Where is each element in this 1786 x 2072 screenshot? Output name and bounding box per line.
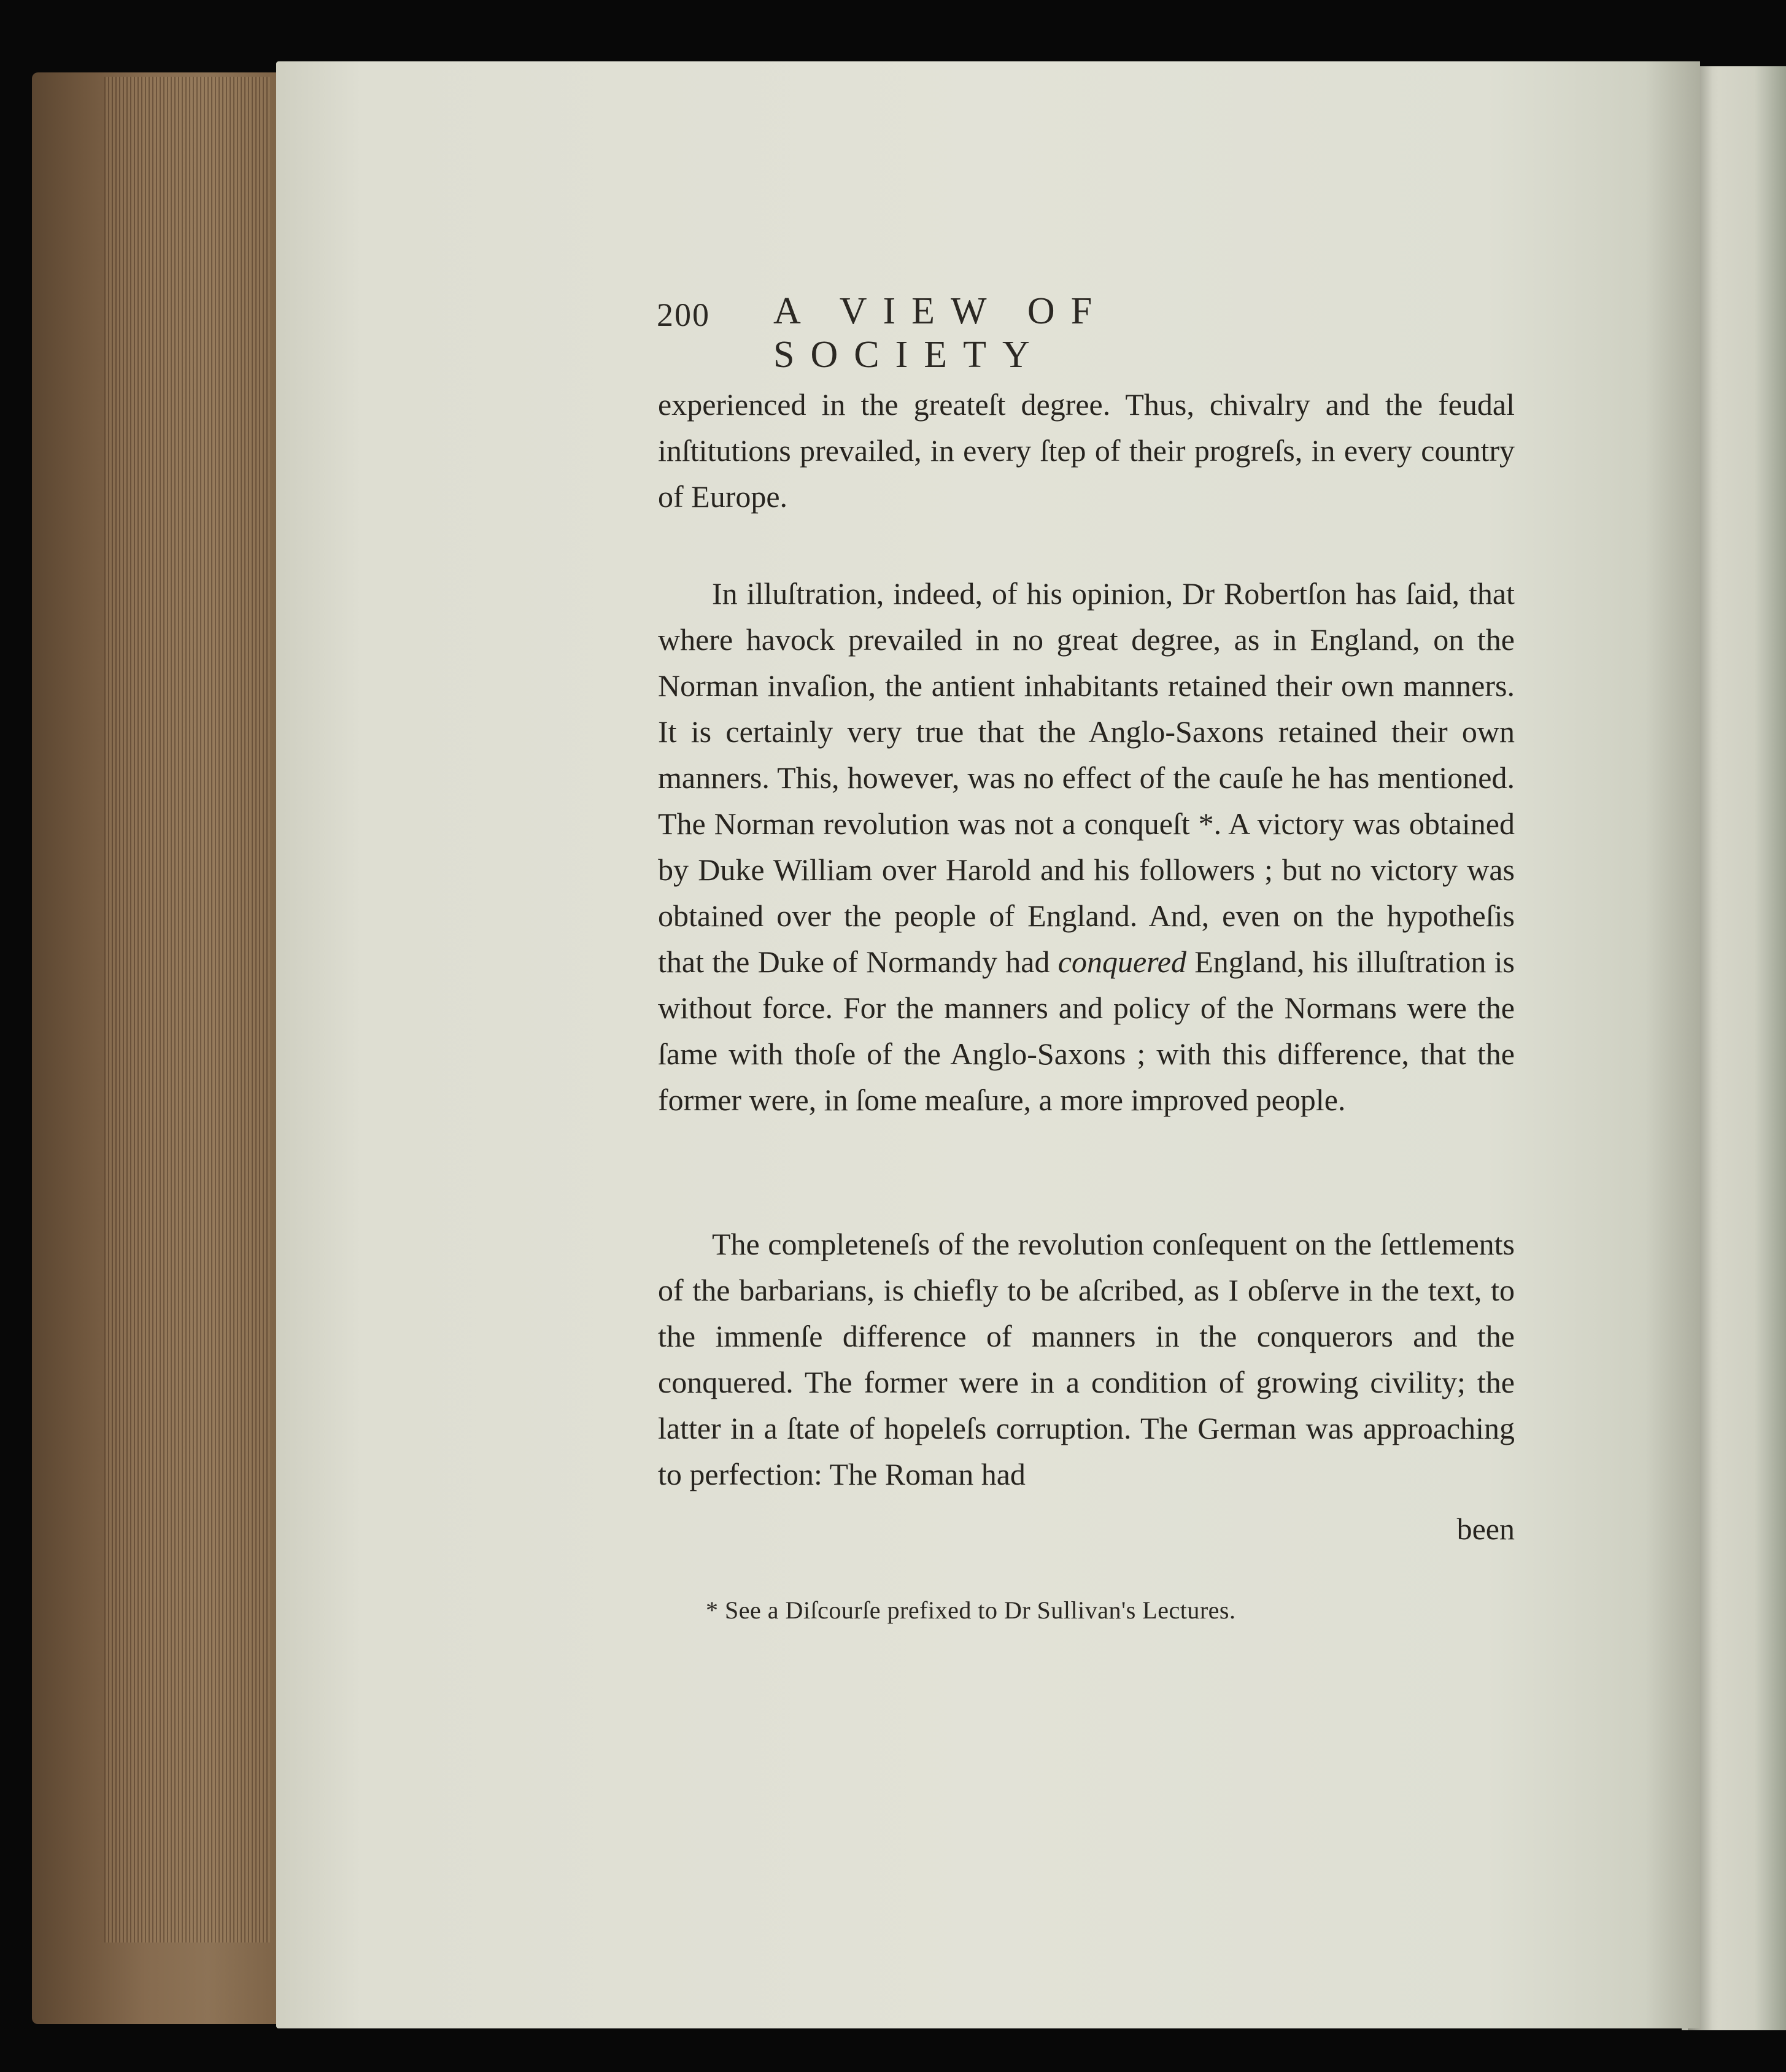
paragraph-2-italic-word: conquered [1057, 945, 1186, 979]
paragraph-3: The completeneſs of the revolution conſequent on the ſettlements of the barbarians, is chiefly to be aſcribed, as I obſerve in the text, to the immenſe difference of manners in the conquerors and the conquered. The former were in a condition of growing civility; the latter in a ſtate of hopeleſs corruption. The German was approaching to perfection: The Roman had [658, 1227, 1515, 1491]
paragraph-2-part-2: England, his illuſtration is without force. For the manners and policy of the Normans were the ſame with thoſe of the Anglo-Saxons ; with this difference, that the former were, in ſome meaſure, a more improved people. [658, 945, 1515, 1117]
running-head [657, 290, 1393, 376]
page-number: 200 [657, 296, 710, 333]
paragraph-1: experienced in the greateſt degree. Thus, chivalry and the feudal inſtitutions prevailed, in every ſtep of their progreſs, in every country of Europe. [658, 387, 1515, 514]
footnote: * See a Diſcourſe prefixed to Dr Sullivan's Lectures. [706, 1596, 1236, 1624]
running-title: A VIEW OF SOCIETY [773, 290, 1108, 376]
catchword: been [1456, 1512, 1515, 1546]
paragraph-2 [658, 571, 1515, 1123]
page-stack-lines [104, 77, 270, 1942]
paragraph-2-part-1: In illuſtration, indeed, of his opinion, Dr Robertſon has ſaid, that where havock prevailed in no great degree, as in England, on the Norman invaſion, the antient inhabitants retained their own manners. It is certainly very true that the Anglo-Saxons retained their own manners. This, however, was no effect of the cauſe he has mentioned. The Norman revolution was not a conqueſt *. A victory was obtained by Duke William over Harold and his followers ; but no victory was obtained over the people of England. And, even on the hypotheſis that the Duke of Normandy had [658, 576, 1515, 979]
